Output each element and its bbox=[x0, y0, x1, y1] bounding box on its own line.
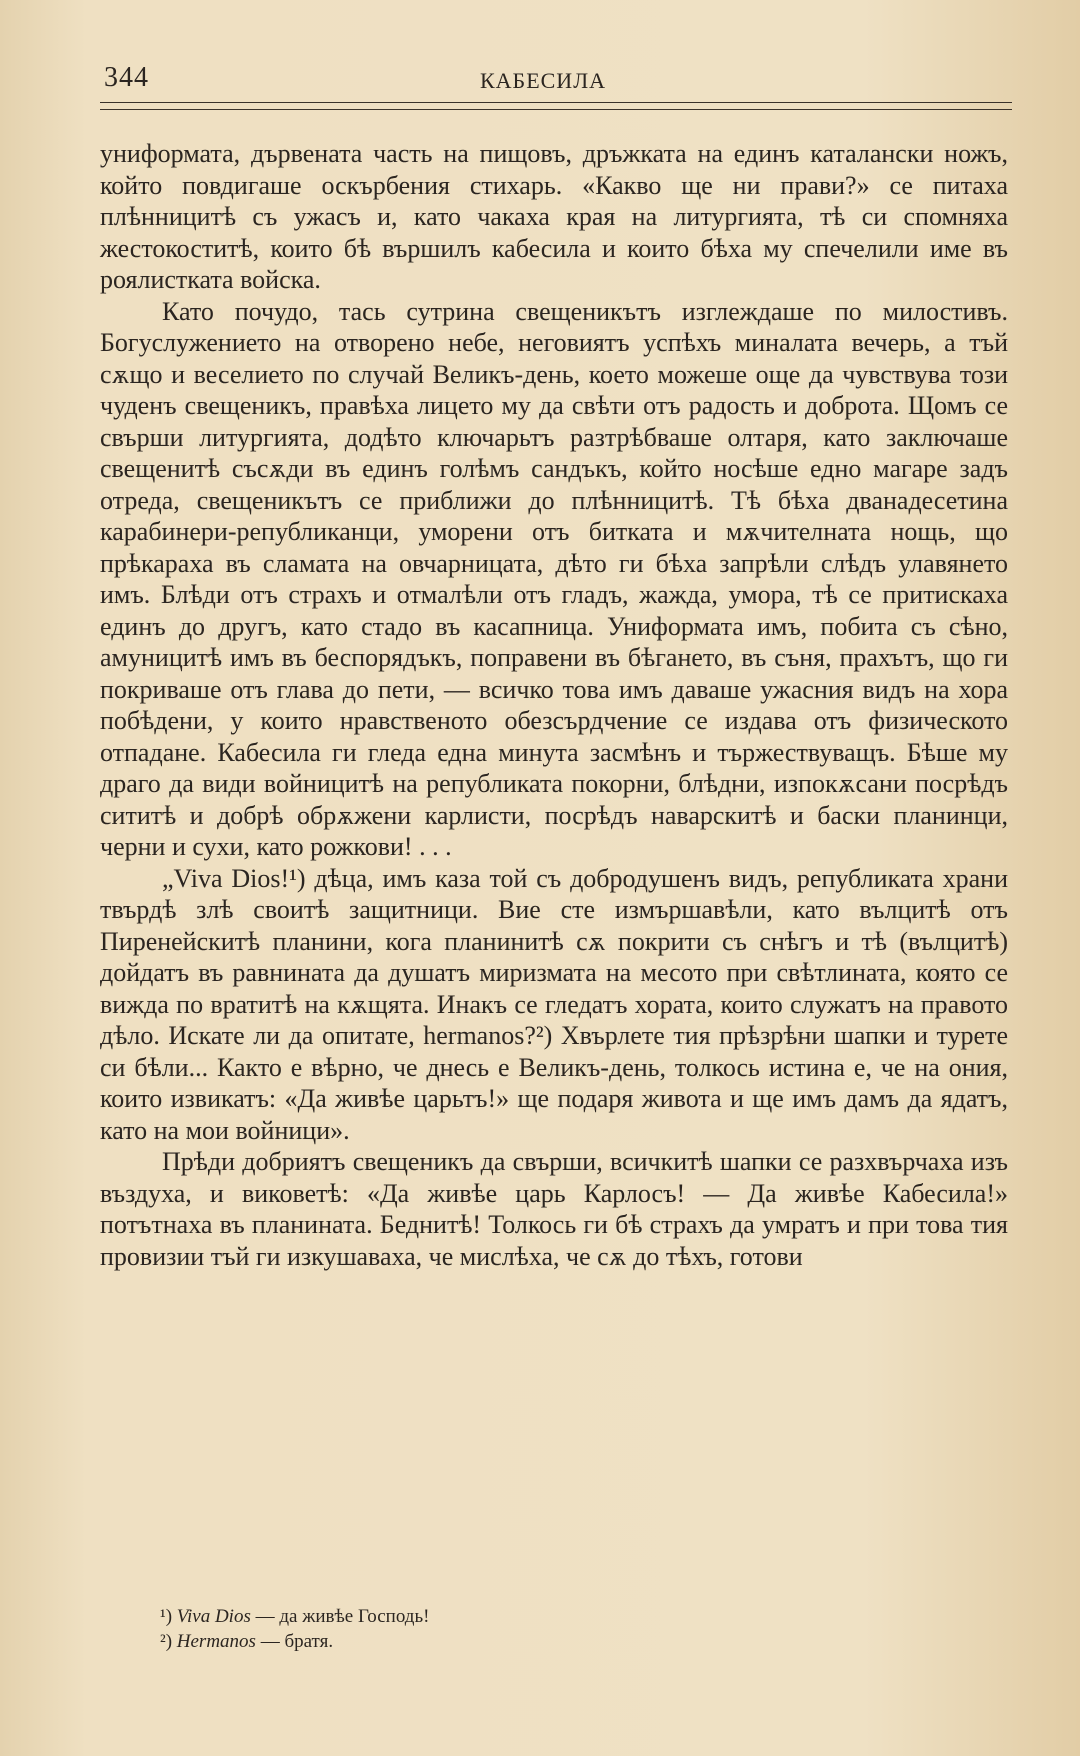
footnote-text: — да живѣе Господь! bbox=[250, 1606, 430, 1627]
page-number: 344 bbox=[104, 62, 149, 93]
main-text bbox=[100, 138, 1008, 1272]
footnotes bbox=[160, 1604, 860, 1654]
footnote-mark: ¹) bbox=[160, 1606, 173, 1627]
paragraph: Прѣди добриятъ свещеникъ да свърши, всичкитѣ шапки се разхвърчаха изъ въздуха, и виковетѣ: «Да живѣе царь Карлосъ! — Да живѣе Кабесила!» потътнаха въ планината. Беднитѣ! Толкось ги бѣ страхъ да умратъ и при това тия провизии тъй ги изкушаваха, че мислѣха, че сѫ до тѣхъ, готови bbox=[100, 1147, 1008, 1271]
footnote-mark: ²) bbox=[160, 1631, 173, 1652]
header-rule bbox=[100, 102, 1012, 110]
footnote-text: — братя. bbox=[255, 1631, 334, 1652]
paragraph: униформата, дървената часть на пищовъ, дръжката на единъ каталански ножъ, който повдигаше оскърбения стихарь. «Какво ще ни прави?» се питаха плѣнницитѣ съ ужасъ и, като чакаха края на литургията, тѣ си спомняха жестокоститѣ, които бѣ вършилъ кабесила и които бѣха му спечелили име въ роялистката войска. bbox=[100, 139, 1008, 294]
page-header bbox=[100, 58, 1012, 98]
paragraph: Като почудо, тась сутрина свещеникътъ изглеждаше по милостивъ. Богуслужението на отворено небе, неговиятъ успѣхъ миналата вечерь, а тъй сѫщо и веселието по случай Великъ-день, което можеше още да чувствува този чуденъ свещеникъ, правѣха лицето му да свѣти отъ радость и доброта. Щомъ се свърши литургията, додѣто ключарьтъ разтрѣбваше олтаря, като заключаше свещенитѣ съсѫди въ единъ голѣмъ сандъкъ, който носѣше едно магаре задъ отреда, свещеникътъ се приближи до плѣнницитѣ. Тѣ бѣха дванадесетина карабинери-републиканци, уморени отъ битката и мѫчителната нощь, що прѣкараха въ сламата на овчарницата, дѣто ги бѣха запрѣли слѣдъ улавянето имъ. Блѣди отъ страхъ и отмалѣли отъ гладъ, жажда, умора, тѣ се притискаха единъ до другъ, като стадо въ касапница. Униформата имъ, побита съ сѣно, амуницитѣ имъ въ беспорядъкъ, поправени въ бѣгането, въ съня, прахътъ, що ги покриваше отъ глава до пети, — всичко това имъ даваше ужасния видъ на хора побѣдени, у които нравственото обезсърдчение се издава отъ физическото отпадане. Кабесила ги гледа една минута засмѣнъ и тържествуващъ. Бѣше му драго да види войницитѣ на републиката покорни, блѣдни, изпокѫсани посрѣдъ сититѣ и добрѣ обрѫжени карлисти, посрѣдъ наварскитѣ и баски планинци, черни и сухи, като рожкови! . . . bbox=[100, 296, 1008, 861]
footnote bbox=[160, 1604, 860, 1629]
paragraph: „Viva Dios!¹) дѣца, имъ каза той съ добродушенъ видъ, републиката храни твърдѣ злѣ своитѣ защитници. Вие сте измършавѣли, като вълцитѣ отъ Пиренейскитѣ планини, кога планинитѣ сѫ покрити съ снѣгъ и тѣ (вълцитѣ) дойдатъ въ равнината да душатъ миризмата на месото при свѣтлината, която се вижда по вратитѣ на кѫщята. Инакъ се гледатъ хората, които служатъ на правото дѣло. Искате ли да опитате, hermanos?²) Хвърлете тия прѣзрѣни шапки и турете си бѣли... Както е вѣрно, че днесь е Великъ-день, толкось истина е, че на ония, които извикатъ: «Да живѣе царьтъ!» ще подаря живота и ще имъ дамъ да ядатъ, като на мои войници». bbox=[100, 863, 1008, 1145]
running-title: КАБЕСИЛА bbox=[480, 68, 607, 93]
footnote-term: Hermanos bbox=[176, 1631, 256, 1652]
footnote-term: Viva Dios bbox=[176, 1606, 251, 1627]
footnote bbox=[160, 1629, 860, 1654]
